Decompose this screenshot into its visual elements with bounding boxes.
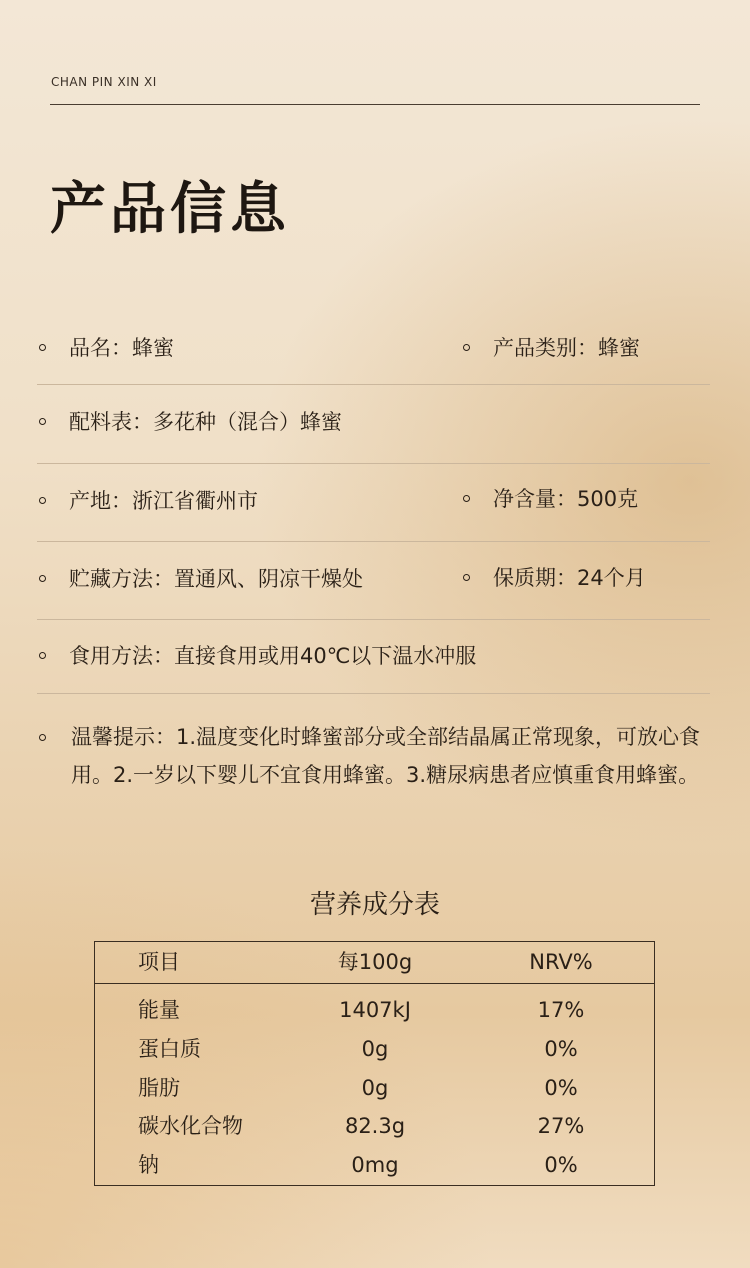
product-name-text: 品名：蜂蜜 [69, 336, 174, 360]
storage-text: 贮藏方法：置通风、阴凉干燥处 [69, 567, 363, 591]
net-content-field [463, 489, 638, 510]
product-category-text: 产品类别：蜂蜜 [493, 336, 640, 360]
net-content-text: 净含量：500克 [493, 487, 639, 511]
header-divider [50, 104, 700, 105]
row-amount: 82.3g [344, 1114, 406, 1138]
warm-tip-text: 温馨提示：1.温度变化时蜂蜜部分或全部结晶属正常现象，可放心食用。2.一岁以下婴儿不宜食用蜂蜜。3.糖尿病患者应慎重食用蜂蜜。 [71, 725, 701, 787]
row-item: 能量 [138, 998, 180, 1022]
nutrition-table-header [95, 942, 654, 984]
row-nrv: 17% [537, 998, 585, 1022]
row-nrv: 0% [544, 1153, 578, 1177]
page-title: 产品信息 [50, 177, 290, 242]
ingredients-text: 配料表：多花种（混合）蜂蜜 [69, 410, 342, 434]
nutrition-table [94, 941, 655, 1186]
storage-field [39, 569, 363, 590]
row-item: 碳水化合物 [138, 1114, 243, 1138]
shelf-life-text: 保质期：24个月 [493, 566, 646, 590]
row-amount: 0g [361, 1037, 389, 1061]
row-divider [37, 463, 710, 464]
bullet-icon [39, 344, 46, 351]
bullet-icon [39, 418, 46, 425]
bullet-icon [39, 497, 46, 504]
origin-field [39, 491, 258, 512]
header-item: 项目 [138, 950, 180, 974]
row-divider [37, 693, 710, 694]
shelf-life-field [463, 568, 646, 589]
nutrition-title: 营养成分表 [309, 890, 440, 920]
row-amount: 1407kJ [339, 998, 411, 1022]
bullet-icon [39, 575, 46, 582]
row-divider [37, 619, 710, 620]
usage-text: 食用方法：直接食用或用40℃以下温水冲服 [69, 644, 477, 668]
row-item: 钠 [138, 1153, 159, 1177]
bullet-icon [463, 574, 470, 581]
origin-text: 产地：浙江省衢州市 [69, 489, 258, 513]
row-item: 脂肪 [138, 1076, 180, 1100]
bullet-icon [463, 495, 470, 502]
usage-field [39, 646, 476, 667]
row-amount: 0mg [351, 1153, 399, 1177]
product-name-field [39, 338, 174, 359]
warm-tip [37, 718, 710, 794]
row-nrv: 27% [537, 1114, 585, 1138]
product-category-field [463, 338, 640, 359]
row-item: 蛋白质 [138, 1037, 201, 1061]
row-nrv: 0% [544, 1037, 578, 1061]
bullet-icon [463, 344, 470, 351]
bullet-icon [39, 734, 46, 741]
row-divider [37, 541, 710, 542]
ingredients-field [39, 412, 342, 433]
row-nrv: 0% [544, 1076, 578, 1100]
header-per-100g: 每100g [337, 950, 413, 974]
row-divider [37, 384, 710, 385]
pinyin-label: CHAN PIN XIN XI [51, 75, 157, 89]
row-amount: 0g [361, 1076, 389, 1100]
header-nrv: NRV% [529, 950, 593, 974]
bullet-icon [39, 652, 46, 659]
